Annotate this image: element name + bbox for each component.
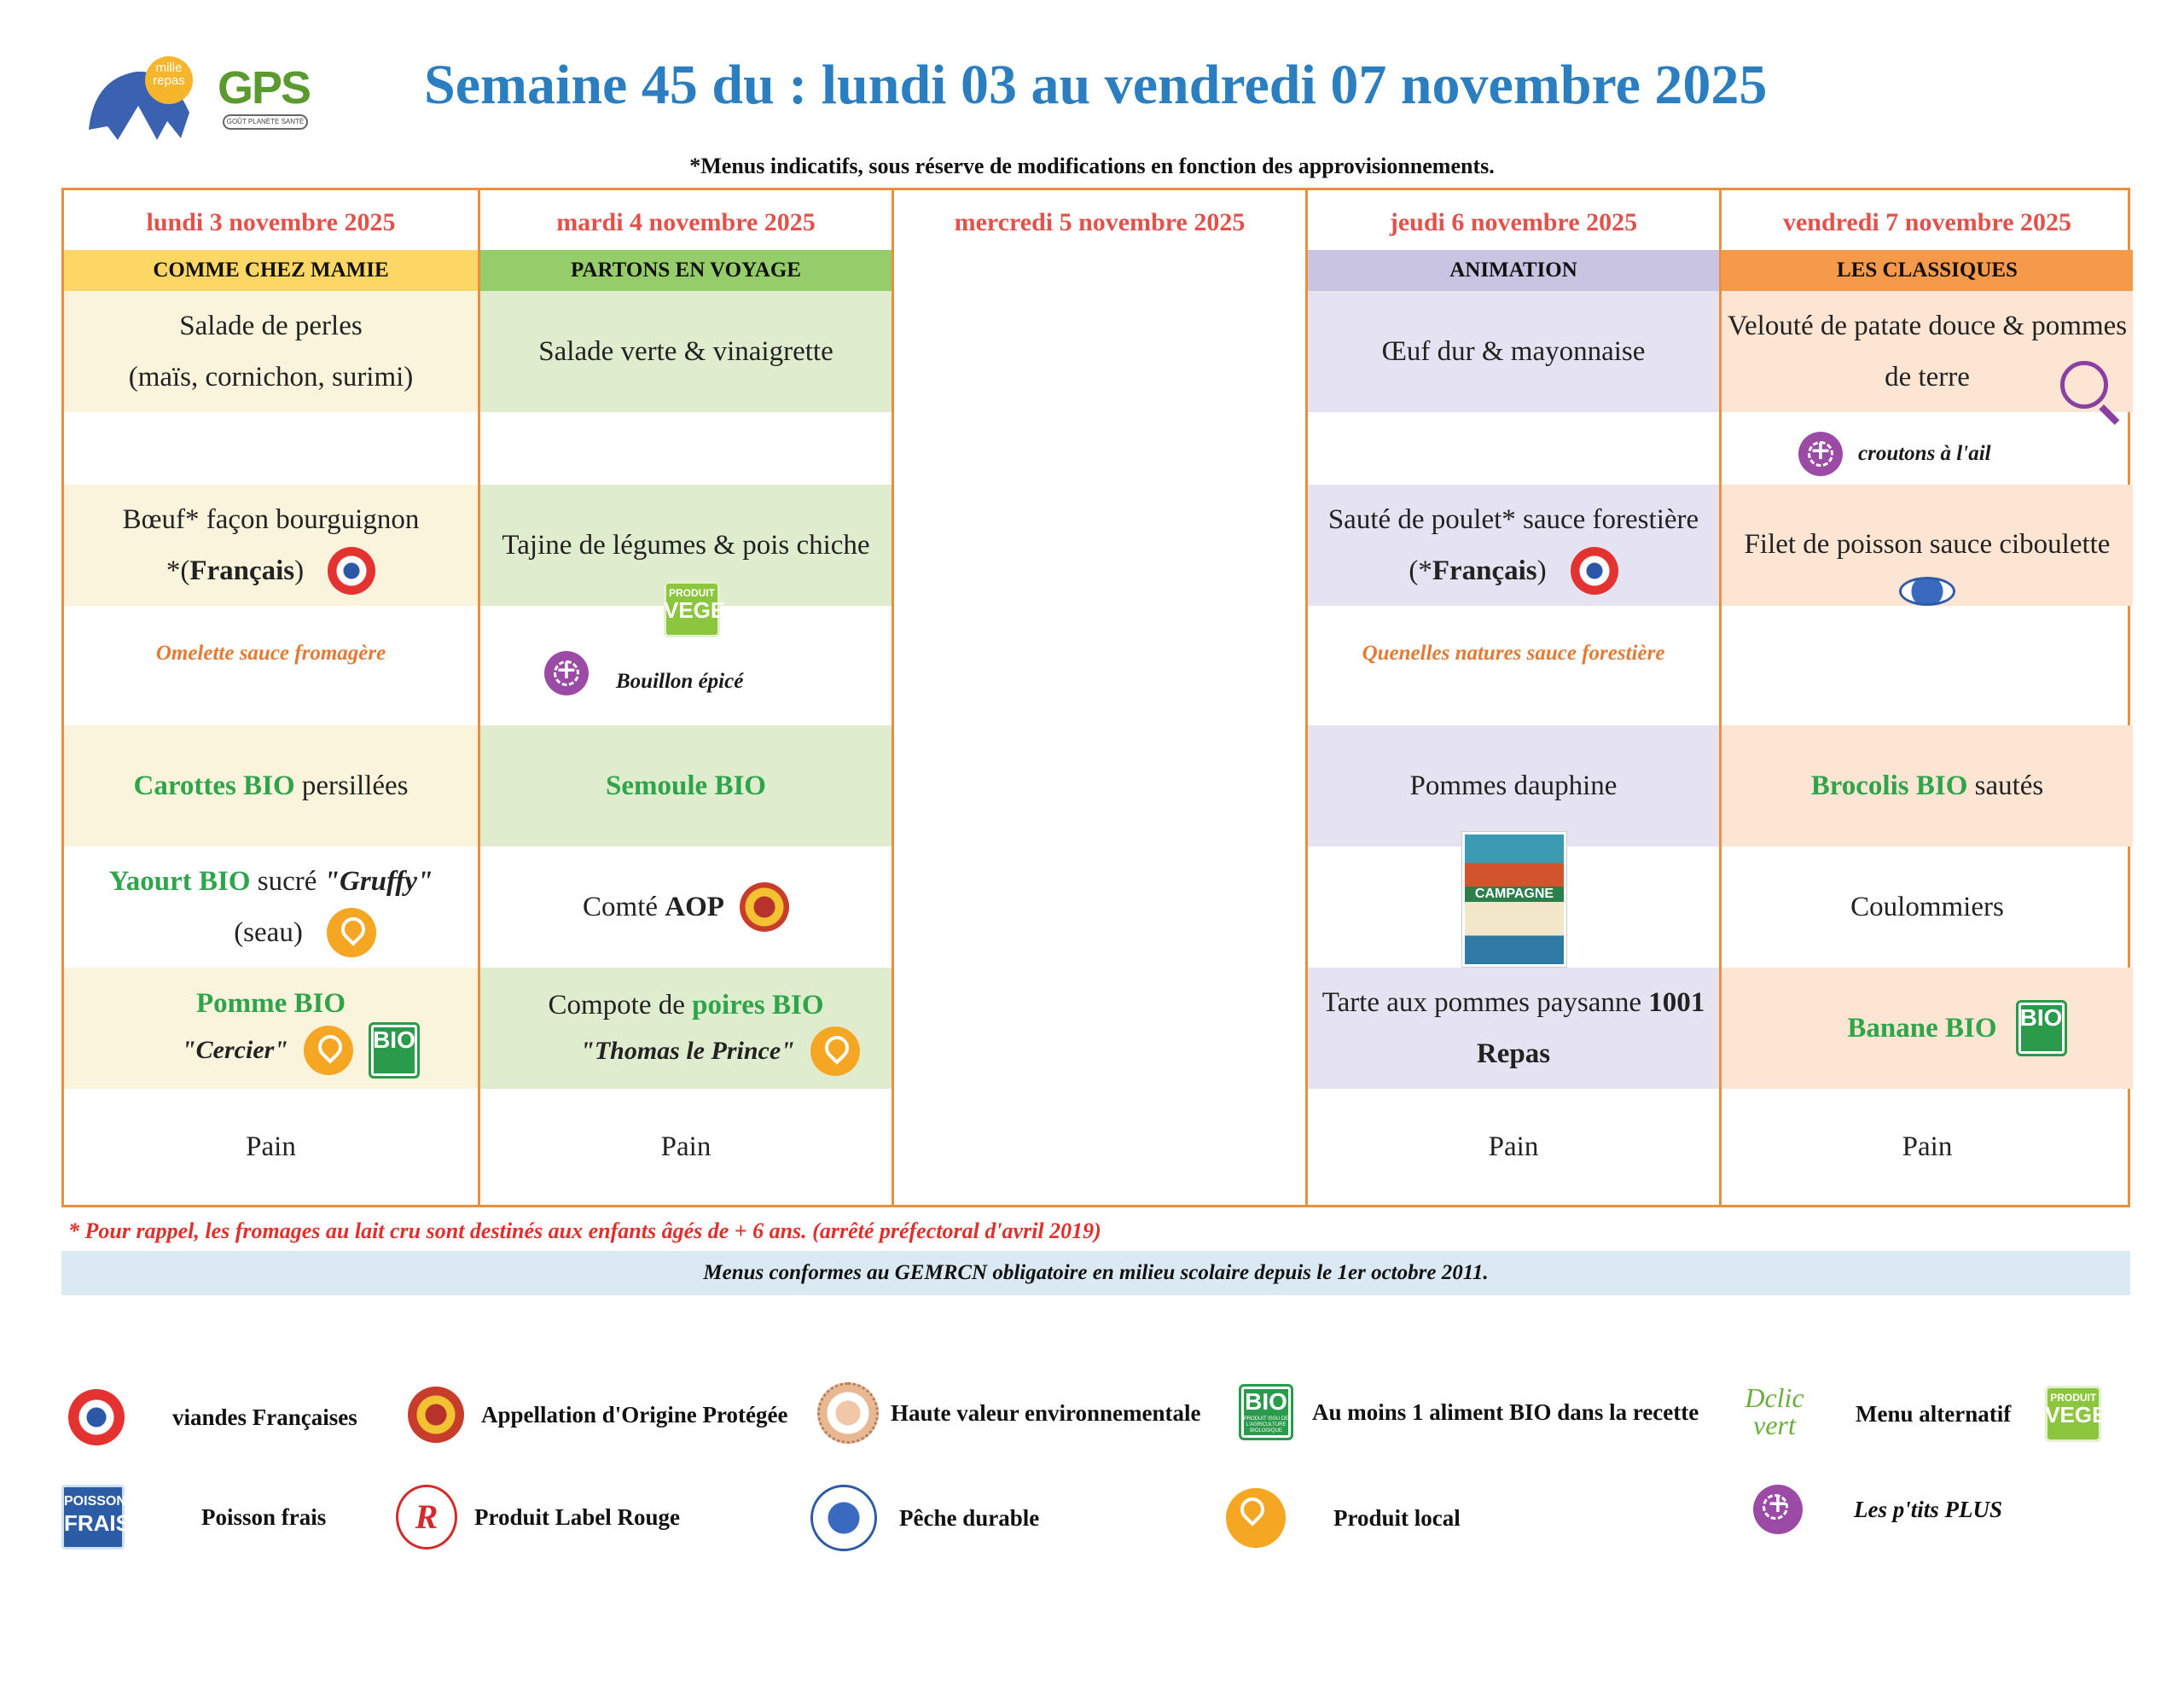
dairy-cell: Comté AOP bbox=[480, 846, 892, 968]
dessert-cell: Tarte aux pommes paysanne 1001 Repas bbox=[1308, 968, 1719, 1089]
aop-icon bbox=[740, 882, 789, 932]
main-line1: Bœuf* façon bourguignon bbox=[122, 504, 420, 535]
starter-line1: Salade de perles bbox=[179, 311, 363, 341]
day-theme: PARTONS EN VOYAGE bbox=[480, 250, 892, 291]
bread-cell: Pain bbox=[246, 1131, 296, 1162]
legend-item-fr: viandes Françaises bbox=[68, 1389, 357, 1445]
alt-dish: Omelette sauce fromagère bbox=[155, 642, 386, 665]
menu-grid bbox=[61, 188, 2130, 1207]
day-theme: ANIMATION bbox=[1308, 250, 1719, 291]
local-product-icon bbox=[1226, 1488, 1286, 1548]
starter-cell bbox=[64, 291, 478, 412]
dessert-cell: Pomme BIO "Cercier" BIO bbox=[64, 968, 478, 1089]
legend-item-bio: BIO PRODUIT ISSU DE L'AGRICULTURE BIOLOGIQUE Au moins 1 aliment BIO dans la recette bbox=[1239, 1384, 1699, 1440]
fresh-fish-icon: POISSON FRAIS bbox=[61, 1485, 125, 1550]
day-date: mardi 4 novembre 2025 bbox=[556, 208, 816, 236]
day-column-monday bbox=[64, 190, 478, 1205]
day-column-friday bbox=[1719, 190, 2133, 1205]
local-product-icon bbox=[304, 1026, 353, 1075]
day-theme: COMME CHEZ MAMIE bbox=[64, 250, 478, 291]
extra-item: + croutons à l'ail bbox=[1798, 432, 1991, 476]
bio-label-icon: BIO PRODUIT ISSU DE L'AGRICULTURE BIOLOGIQUE bbox=[1239, 1384, 1293, 1440]
ptits-plus-icon bbox=[1753, 1485, 1803, 1534]
day-date: mercredi 5 novembre 2025 bbox=[954, 208, 1246, 236]
magnifier-icon bbox=[2060, 361, 2108, 409]
vege-icon: PRODUIT VEGE bbox=[664, 581, 720, 637]
vege-badge bbox=[664, 581, 726, 637]
main-cell: Sauté de poulet* sauce forestière (*Français) bbox=[1308, 485, 1719, 606]
vege-icon: PRODUIT VEGE bbox=[2045, 1386, 2101, 1442]
side-cell: Brocolis BIO sautés bbox=[1722, 725, 2133, 846]
disclaimer: *Menus indicatifs, sous réserve de modifications en fonction des approvisionnements. bbox=[689, 154, 1495, 178]
bio-label-icon: BIO bbox=[369, 1022, 420, 1079]
aop-icon bbox=[408, 1387, 464, 1443]
starter-cell: Salade verte & vinaigrette bbox=[480, 291, 892, 412]
extra-item: + Bouillon épicé bbox=[544, 651, 743, 695]
day-theme: LES CLASSIQUES bbox=[1722, 250, 2133, 291]
legend-item-plus: + Les p'tits PLUS bbox=[1753, 1485, 2002, 1534]
french-flag-icon bbox=[1571, 547, 1618, 595]
gps-logo bbox=[218, 61, 328, 133]
legend-item-label-rouge: R Produit Label Rouge bbox=[396, 1485, 680, 1550]
legend-item-peche: Pêche durable bbox=[810, 1485, 1039, 1551]
dessert-cell: Banane BIO BIO bbox=[1722, 968, 2133, 1089]
french-flag-icon bbox=[68, 1389, 125, 1445]
sustainable-fishing-icon bbox=[1899, 577, 1955, 606]
day-date: lundi 3 novembre 2025 bbox=[146, 208, 396, 236]
label-rouge-icon: R bbox=[396, 1485, 457, 1550]
starter-cell: Velouté de patate douce & pommes de terre bbox=[1722, 291, 2133, 412]
side-cell: Pommes dauphine bbox=[1308, 725, 1719, 846]
legend-item-poisson: POISSON FRAIS Poisson frais bbox=[61, 1485, 326, 1550]
dessert-cell: Compote de poires BIO "Thomas le Prince" bbox=[480, 968, 892, 1089]
ptits-plus-icon bbox=[544, 651, 589, 695]
bread-cell: Pain bbox=[660, 1131, 712, 1162]
bio-label-icon: BIO bbox=[2016, 1000, 2067, 1056]
local-product-icon bbox=[327, 908, 376, 957]
starter-line2: (maïs, cornichon, surimi) bbox=[128, 362, 414, 393]
local-product-icon bbox=[810, 1026, 860, 1076]
mille-repas-logo bbox=[85, 53, 198, 155]
gemrcn-note: Menus conformes au GEMRCN obligatoire en milieu scolaire depuis le 1er octobre 2011. bbox=[61, 1251, 2130, 1295]
alt-cell bbox=[64, 606, 478, 691]
dclic-vert-icon: Dclic vert bbox=[1745, 1382, 1804, 1440]
alt-cell: Quenelles natures sauce forestière bbox=[1362, 642, 1665, 665]
day-date: jeudi 6 novembre 2025 bbox=[1389, 208, 1638, 236]
side-cell: Carottes BIO persillées bbox=[64, 725, 478, 846]
hve-icon bbox=[817, 1382, 879, 1444]
campagne-poster bbox=[1462, 832, 1566, 967]
gps-logo-text: GPS bbox=[218, 62, 311, 113]
day-column-tuesday bbox=[478, 190, 892, 1205]
day-date: vendredi 7 novembre 2025 bbox=[1782, 208, 2072, 236]
discovery-badge bbox=[2060, 361, 2108, 409]
logo-mille-text: mille repas bbox=[153, 61, 185, 88]
bread-cell: Pain bbox=[1902, 1131, 1953, 1162]
main-line2: *(Français) bbox=[166, 545, 375, 596]
main-cell: Filet de poisson sauce ciboulette bbox=[1722, 485, 2133, 606]
dairy-cell: Yaourt BIO sucré "Gruffy" (seau) bbox=[64, 846, 478, 968]
day-column-wednesday bbox=[892, 190, 1305, 1205]
legend-item-hve: Haute valeur environnementale bbox=[817, 1382, 1200, 1444]
legend-item-aop: Appellation d'Origine Protégée bbox=[408, 1387, 787, 1443]
page-title: Semaine 45 du : lundi 03 au vendredi 07 novembre 2025 bbox=[424, 54, 1768, 116]
campagne-poster-image: CAMPAGNE bbox=[1462, 832, 1566, 967]
legend-item-alt: Dclic vert Menu alternatif PRODUIT VEGE bbox=[1736, 1384, 2101, 1444]
side-cell: Semoule BIO bbox=[480, 725, 892, 846]
french-flag-icon bbox=[328, 547, 375, 595]
main-cell: Tajine de légumes & pois chiche bbox=[480, 485, 892, 606]
day-column-thursday bbox=[1305, 190, 1719, 1205]
ptits-plus-icon bbox=[1798, 432, 1843, 476]
starter-cell: Œuf dur & mayonnaise bbox=[1308, 291, 1719, 412]
sustainable-fishing-icon bbox=[810, 1485, 877, 1551]
gps-logo-subtitle: GOÛT PLANÈTE SANTÉ bbox=[223, 114, 308, 130]
raw-milk-note: * Pour rappel, les fromages au lait cru sont destinés aux enfants âgés de + 6 ans. (arrêté préfectoral d'avril 2019) bbox=[68, 1218, 1101, 1243]
dairy-cell: Coulommiers bbox=[1850, 892, 2004, 922]
main-cell bbox=[64, 485, 478, 606]
dessert-bio: Pomme BIO bbox=[195, 988, 346, 1019]
bread-cell: Pain bbox=[1488, 1131, 1539, 1162]
legend-item-local: Produit local bbox=[1226, 1488, 1461, 1548]
